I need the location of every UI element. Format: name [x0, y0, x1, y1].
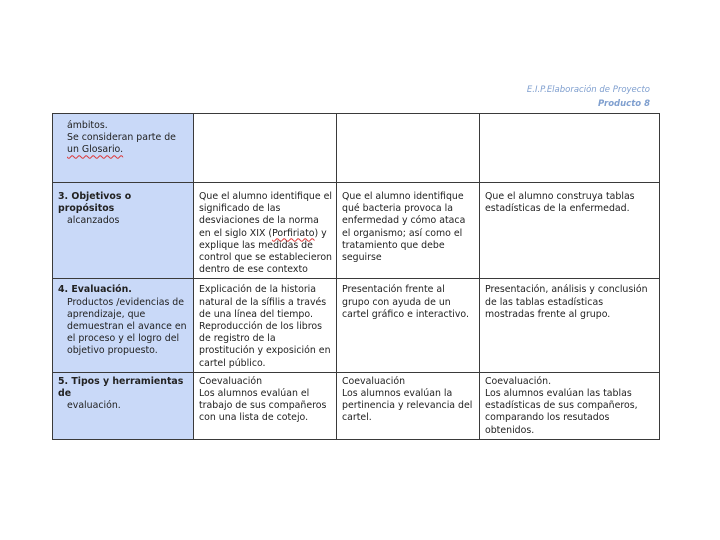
cell-heading: Coevaluación	[342, 375, 406, 387]
table-cell: Que el alumno identifique el significado de las desviaciones de la norma en el siglo XIX (Porfiriato) y explique las medidas de control que se establecieron dentro de ese contexto	[194, 183, 337, 279]
row-subtitle: alcanzados	[67, 215, 120, 227]
cell-body: Los alumnos evalúan las tablas estadísticas de sus compañeros, comparando los resutados obtenidos.	[485, 388, 638, 436]
row-title: 4. Evaluación.	[58, 284, 132, 296]
label-line: ámbitos.	[67, 120, 108, 131]
table-cell	[480, 114, 660, 183]
row-title: 5. Tipos y herramientas de	[58, 375, 184, 400]
table-cell	[337, 372, 480, 439]
table-cell: Que el alumno identifique qué bacteria provoca la enfermedad y cómo ataca el organismo; así como el tratamiento que debe seguirse	[337, 183, 480, 279]
table-row	[53, 183, 660, 279]
table-cell	[480, 372, 660, 439]
table-cell	[194, 114, 337, 183]
project-table	[52, 113, 660, 440]
table-cell: Presentación frente al grupo con ayuda de un cartel gráfico e interactivo.	[337, 279, 480, 372]
row-label-cell	[53, 114, 194, 183]
header-project-title: E.I.P.Elaboración de Proyecto	[526, 85, 650, 95]
table-row	[53, 114, 660, 183]
table-row	[53, 372, 660, 439]
row-label-cell	[53, 183, 194, 279]
row-subtitle: evaluación.	[67, 400, 121, 412]
row-subtitle: Productos /evidencias de aprendizaje, que demuestran el avance en el proceso y el logro del objetivo propuesto.	[67, 296, 187, 357]
row-label-cell	[53, 372, 194, 439]
table-row	[53, 279, 660, 372]
header-product-label: Producto 8	[598, 99, 650, 109]
table-cell: Que el alumno construya tablas estadísticas de la enfermedad.	[480, 183, 660, 279]
table-cell: Explicación de la historia natural de la sífilis a través de una línea del tiempo. Reproducción de los libros de registro de la prostitución y exposición en cartel público.	[194, 279, 337, 372]
cell-body: Los alumnos evalúan el trabajo de sus compañeros con una lista de cotejo.	[199, 388, 327, 424]
table-cell	[194, 372, 337, 439]
cell-heading: Coevaluación	[199, 375, 263, 387]
cell-heading: Coevaluación.	[485, 375, 552, 387]
label-line: un Glosario.	[67, 144, 124, 156]
table-cell: Presentación, análisis y conclusión de las tablas estadísticas mostradas frente al grupo.	[480, 279, 660, 372]
row-title: 3. Objetivos o propósitos	[58, 191, 132, 215]
label-line: Se consideran parte de	[67, 132, 176, 144]
table-cell	[337, 114, 480, 183]
cell-body: Los alumnos evalúan la pertinencia y relevancia del cartel.	[342, 388, 473, 424]
row-label-cell	[53, 279, 194, 372]
